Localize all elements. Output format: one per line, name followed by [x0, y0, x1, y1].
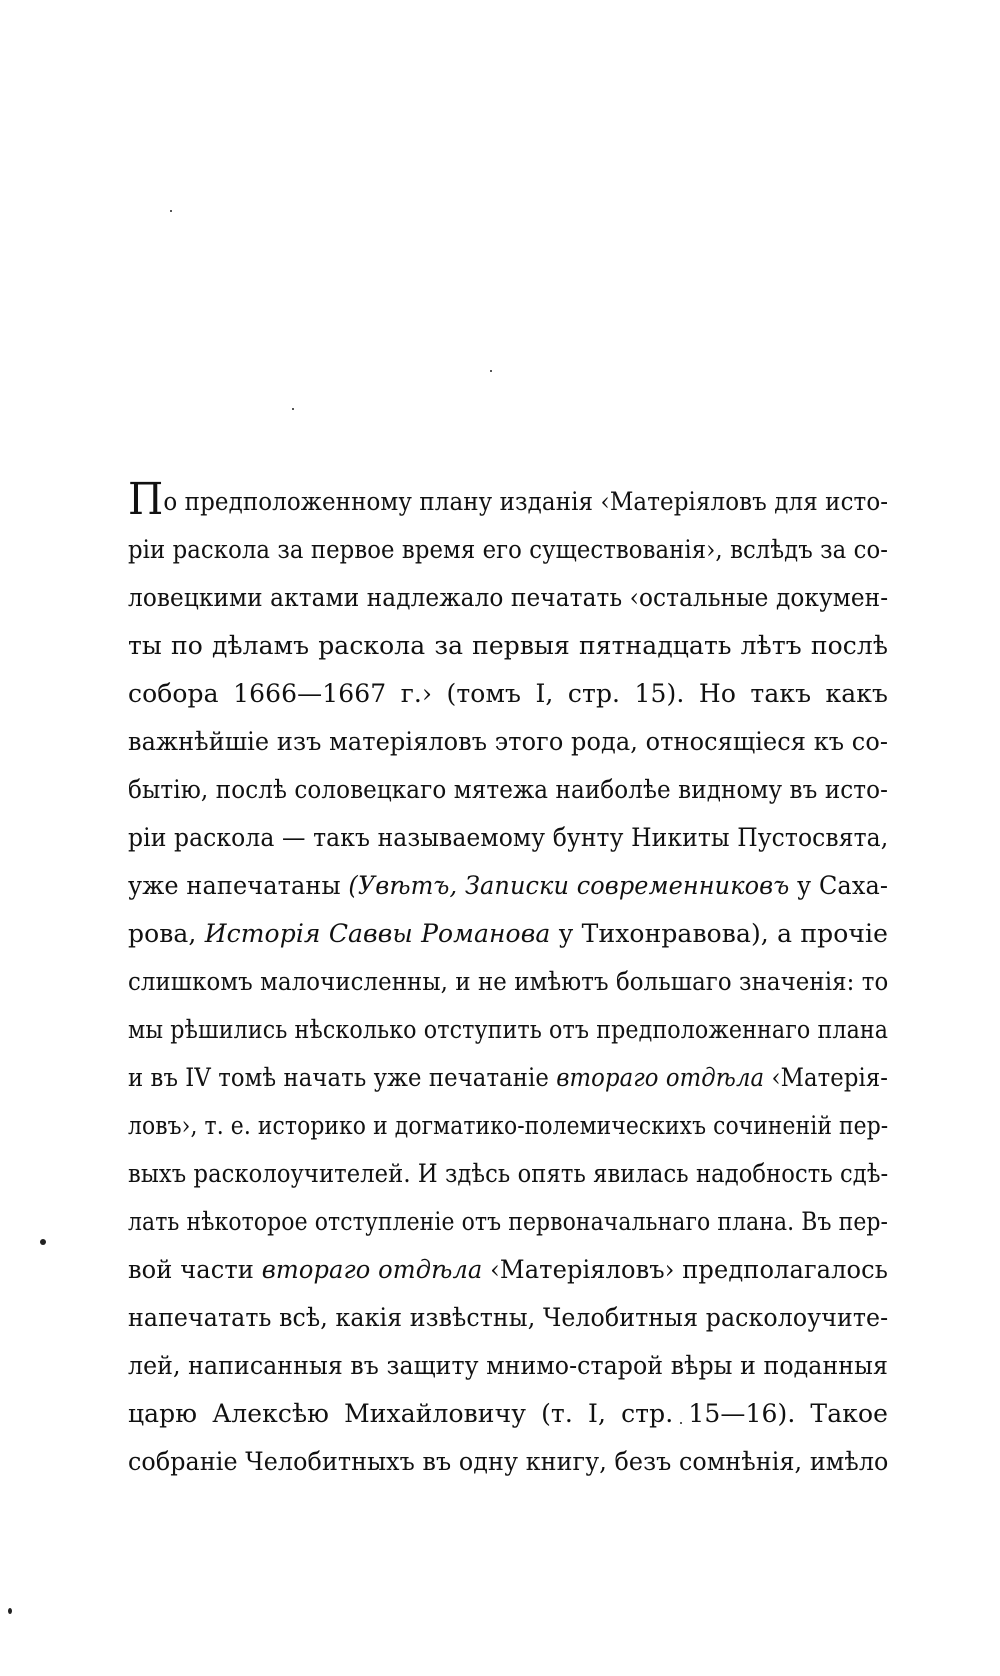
italic-title: Исторія Саввы Романова [204, 919, 551, 948]
text-line [128, 622, 888, 670]
text-line [128, 1150, 888, 1198]
italic-title: (Увѣтъ, Записки современниковъ [348, 871, 790, 900]
text-segment: у Тихонравова), а прочіе [550, 919, 889, 948]
text-line [128, 1438, 888, 1486]
body-text [128, 474, 889, 1486]
text-line [128, 526, 888, 574]
text-segment: ловецкими актами надлежало печатать ‹остальные докумен- [128, 583, 889, 612]
text-line [128, 574, 888, 622]
text-segment: лей, написанныя въ защиту мнимо-старой вѣры и поданныя [128, 1351, 888, 1380]
text-segment: рова, [128, 919, 205, 948]
text-line [128, 862, 888, 910]
text-segment: ты по дѣламъ раскола за первыя пятнадцать лѣтъ послѣ [128, 631, 888, 660]
italic-title: втораго отдѣла [261, 1255, 483, 1284]
text-line [128, 1198, 888, 1246]
text-segment: выхъ расколоучителей. И здѣсь опять явилась надобность сдѣ- [128, 1159, 889, 1188]
text-line [128, 766, 888, 814]
text-segment: ‹Матерія- [764, 1063, 889, 1092]
text-segment: ріи раскола за первое время его существованія›, вслѣдъ за со- [128, 535, 889, 564]
text-segment: уже напечатаны [128, 871, 349, 900]
text-segment: мы рѣшились нѣсколько отступить отъ предположеннаго плана [128, 1015, 889, 1044]
text-line [128, 1342, 888, 1390]
text-segment: важнѣйшіе изъ матеріяловъ этого рода, относящіеся къ со- [128, 727, 889, 756]
text-line [128, 1006, 888, 1054]
text-segment: и въ IV томѣ начать уже печатаніе [128, 1063, 557, 1092]
text-segment: у Саха- [789, 871, 889, 900]
speck-mark [170, 210, 172, 212]
italic-title: втораго отдѣла [556, 1063, 765, 1092]
text-segment: царю Алексѣю Михайловичу (т. I, стр. 15—16). Такое [128, 1399, 888, 1428]
text-segment: вой части [128, 1255, 262, 1284]
text-line [128, 910, 888, 958]
text-segment: о предположенному плану изданія ‹Матеріяловъ для исто- [163, 487, 889, 516]
text-segment: напечатать всѣ, какія извѣстны, Челобитныя расколоучите- [128, 1303, 889, 1332]
text-line [128, 670, 888, 718]
text-segment: ‹Матеріяловъ› предполагалось [482, 1255, 888, 1284]
text-line [128, 1390, 888, 1438]
drop-initial: П [128, 474, 164, 525]
text-line [128, 1102, 888, 1150]
text-segment: слишкомъ малочисленны, и не имѣютъ большаго значенія: то [128, 967, 889, 996]
speck-mark [40, 1239, 46, 1245]
text-line [128, 958, 888, 1006]
text-line [128, 718, 888, 766]
text-segment: собора 1666—1667 г.› (томъ I, стр. 15). Но такъ какъ [128, 679, 888, 708]
text-line [128, 1294, 888, 1342]
speck-mark [490, 370, 492, 372]
text-segment: лать нѣкоторое отступленіе отъ первоначальнаго плана. Въ пер- [128, 1207, 889, 1236]
text-segment: бытію, послѣ соловецкаго мятежа наиболѣе видному въ исто- [128, 775, 888, 804]
text-line [128, 1246, 888, 1294]
text-segment: ловъ›, т. е. историко и догматико-полемическихъ сочиненій пер- [128, 1111, 889, 1140]
text-line [128, 474, 889, 526]
text-line [128, 1054, 888, 1102]
text-line [128, 814, 888, 862]
speck-mark [8, 1608, 12, 1614]
text-segment: собраніе Челобитныхъ въ одну книгу, безъ сомнѣнія, имѣло [128, 1447, 889, 1476]
speck-mark [292, 408, 294, 410]
text-segment: ріи раскола — такъ называемому бунту Никиты Пустосвята, [128, 823, 889, 852]
